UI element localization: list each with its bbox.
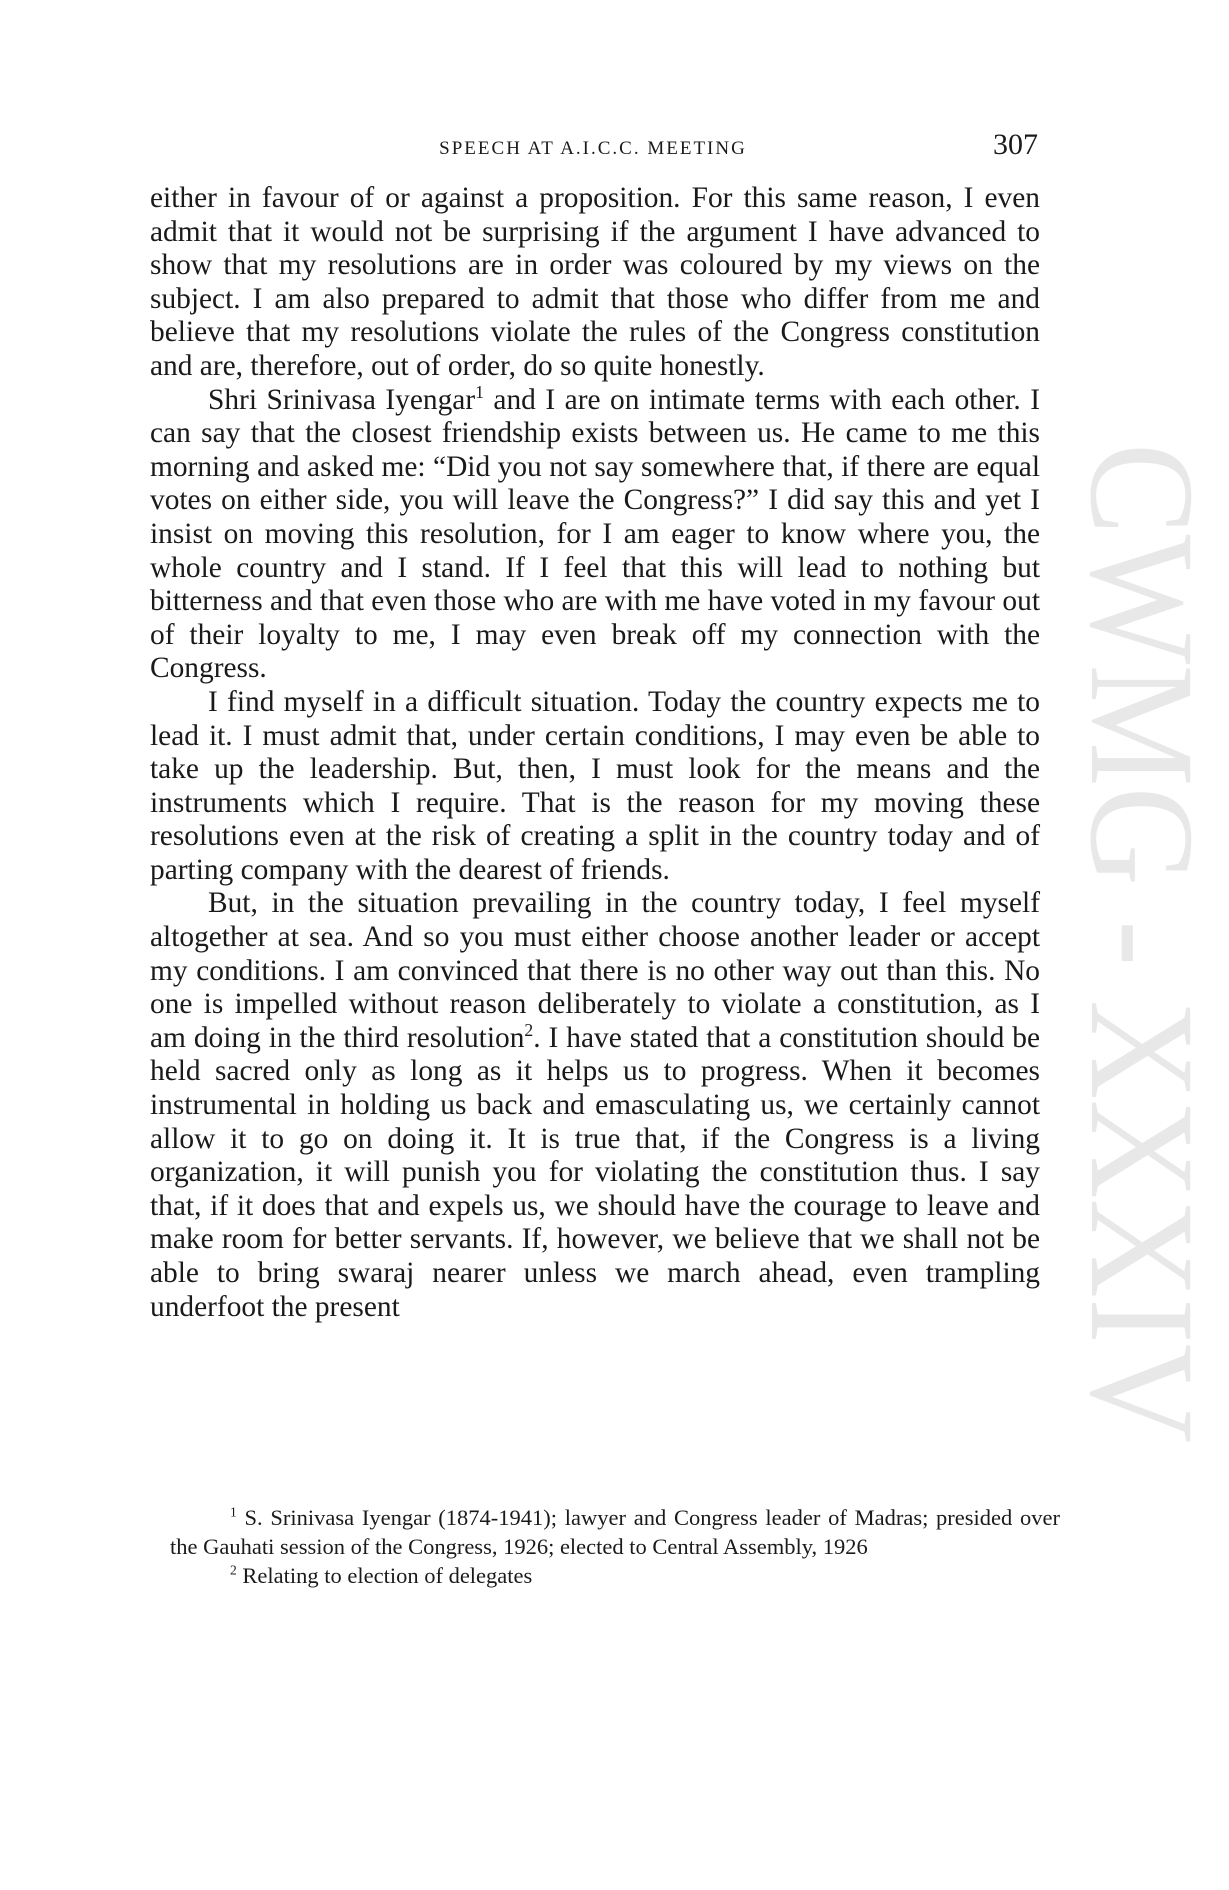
watermark — [1034, 438, 1225, 1535]
footnote-text: Relating to election of delegates — [242, 1563, 533, 1588]
footnotes — [170, 1503, 1060, 1590]
footnote — [170, 1503, 1060, 1561]
footnote — [170, 1561, 1060, 1590]
footnote-reference: 1 — [475, 381, 484, 402]
paragraph-text: Shri Srinivasa Iyengar — [208, 383, 476, 416]
body-paragraph — [150, 887, 1040, 1324]
paragraph-text: But, in the situation prevailing in the country today, I feel myself altogether at sea. And so you must either choose another leader or accept my conditions. I am convinced that there is no other way out than this. No one is impelled without reason deliberately to violate a constitution, as I am doing in the third resolution — [150, 887, 1040, 1054]
body-paragraph — [150, 381, 1040, 686]
body-text — [150, 182, 1040, 1324]
paragraph-text: either in favour of or against a proposition. For this same reason, I even admit that it would not be surprising if the argument I have advanced to show that my resolutions are in order was coloured by my views on the subject. I am also prepared to admit that those who differ from me and believe that my resolutions violate the rules of the Congress constitution and are, therefore, out of order, do so quite honestly. — [150, 182, 1040, 382]
footnote-reference: 2 — [524, 1020, 534, 1041]
body-paragraph — [150, 182, 1040, 384]
footnote-text: S. Srinivasa Iyengar (1874-1941); lawyer and Congress leader of Madras; presided over the Gauhati session of the Congress, 1926; elected to Central Assembly, 1926 — [170, 1505, 1060, 1559]
running-head: SPEECH AT A.I.C.C. MEETING — [439, 138, 747, 159]
page-header — [148, 128, 1038, 168]
footnote-marker: 1 — [230, 1504, 237, 1520]
paragraph-text: and I are on intimate terms with each other. I can say that the closest friendship exists between us. He came to me this morning and asked me: “Did you not say somewhere that, if there are equal votes on either side, you will leave the Congress?” I did say this and yet I insist on moving this resolution, for I am eager to know where you, the whole country and I stand. If I feel that this will lead to nothing but bitterness and that even those who are with me have voted in my favour out of their loyalty to me, I may even break off my connection with the Congress. — [150, 383, 1040, 685]
body-paragraph — [150, 686, 1040, 888]
footnote-marker: 2 — [230, 1562, 237, 1578]
watermark-text: CWMG - XXXIV — [1059, 443, 1225, 1535]
paragraph-text: . I have stated that a constitution should be held sacred only as long as it helps us to progress. When it becomes instrumental in holding us back and emasculating us, we certainly cannot allow it to go on doing it. It is true that, if the Congress is a living organization, it will punish you for violating the constitution thus. I say that, if it does that and expels us, we should have the courage to leave and make room for better servants. If, however, we believe that we shall not be able to bring swaraj nearer unless we march ahead, even trampling underfoot the present — [150, 1021, 1041, 1323]
page-number: 307 — [993, 128, 1038, 161]
paragraph-text: I find myself in a difficult situation. Today the country expects me to lead it. I must admit that, under certain conditions, I may even be able to take up the leadership. But, then, I must look for the means and the instruments which I require. That is the reason for my moving these resolutions even at the risk of creating a split in the country today and of parting company with the dearest of friends. — [150, 685, 1040, 886]
